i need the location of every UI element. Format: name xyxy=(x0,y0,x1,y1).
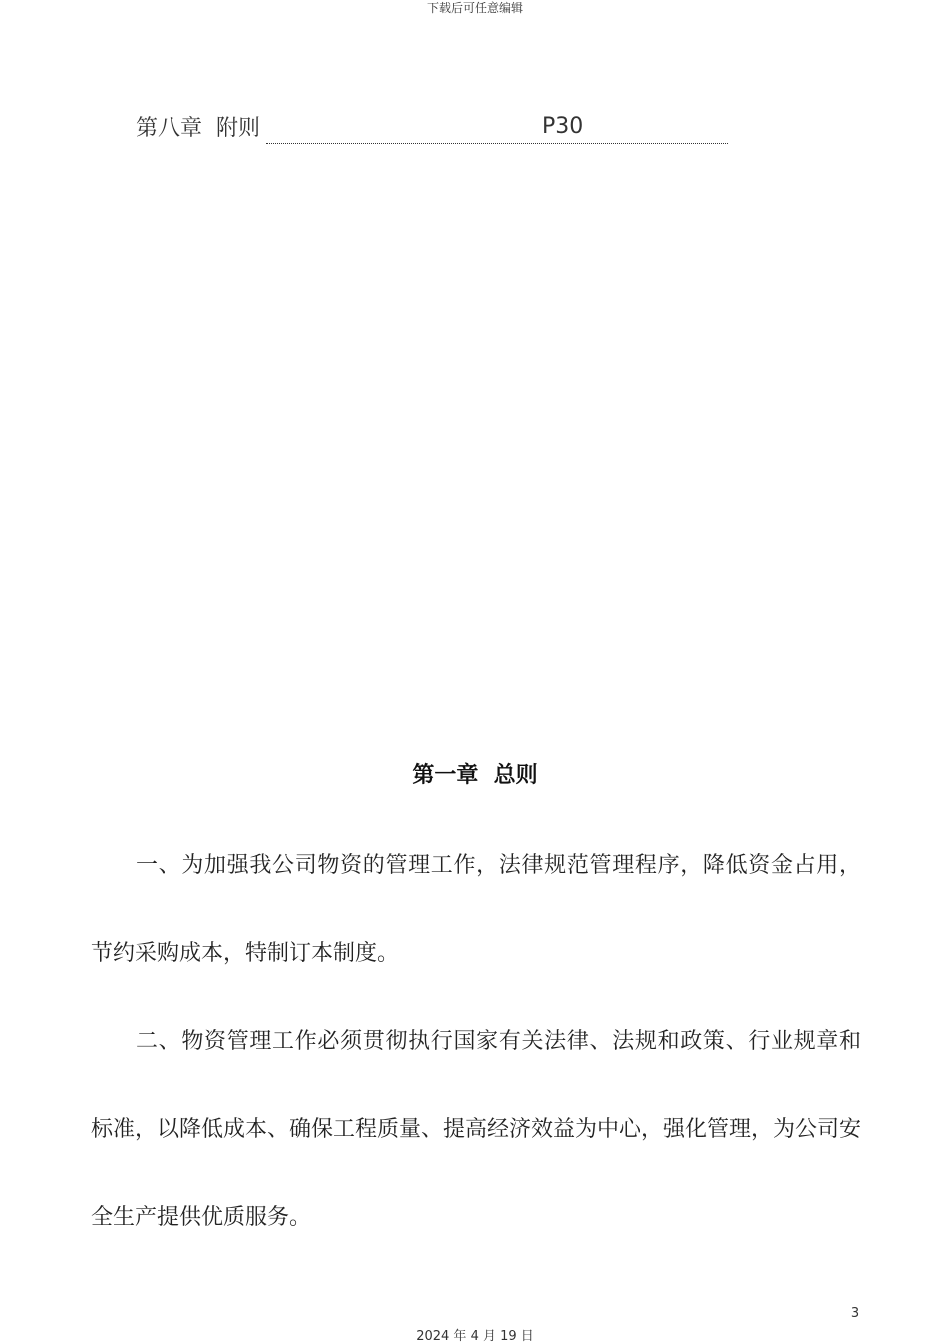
toc-dot-leader xyxy=(266,113,728,144)
header-note: 下载后可任意编辑 xyxy=(426,1,523,15)
paragraph: 二、物资管理工作必须贯彻执行国家有关法律、法规和政策、行业规章和标准，以降低成本、确保工程质量、提高经济效益为中心，强化管理，为公司安全生产提供优质服务。 xyxy=(91,1029,862,1230)
chapter-heading: 第一章 总则 xyxy=(412,763,538,788)
toc-entry-page: P30 xyxy=(542,114,584,139)
paragraph: 一、为加强我公司物资的管理工作，法律规范管理程序，降低资金占用，节约采购成本，特制订本制度。 xyxy=(91,853,861,966)
toc-entry-title: 第八章 附则 xyxy=(136,116,260,141)
page-number: 3 xyxy=(850,1306,860,1321)
footer-date: 2024 年 4 月 19 日 xyxy=(416,1329,534,1344)
toc-entry[interactable] xyxy=(136,110,728,144)
